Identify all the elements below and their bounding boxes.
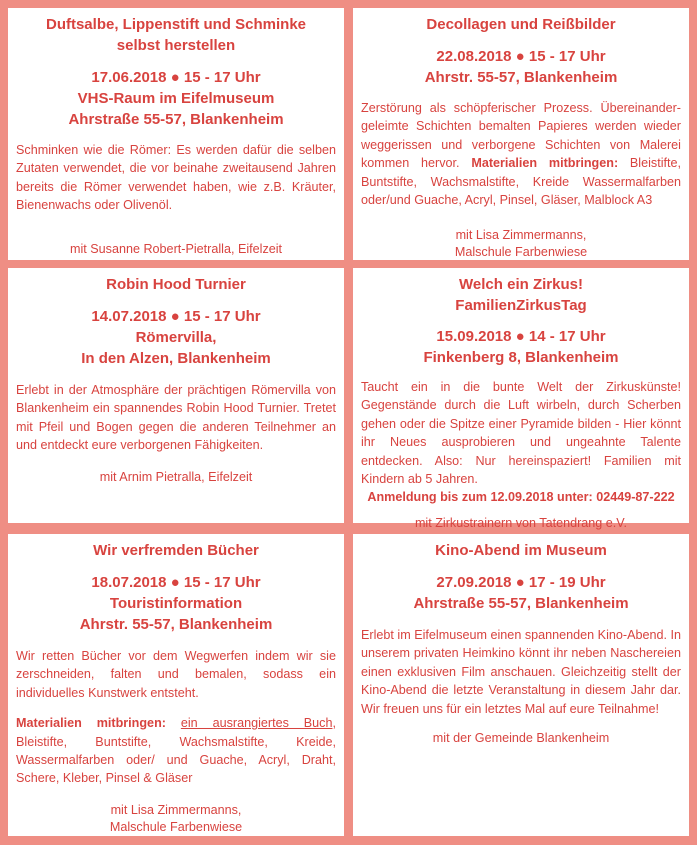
credit-line: mit der Gemeinde Blankenheim bbox=[432, 731, 610, 746]
event-meta bbox=[361, 572, 681, 614]
event-location: Touristinformation bbox=[109, 595, 243, 612]
event-credit bbox=[361, 730, 681, 747]
event-date-time: 18.07.2018 ● 15 - 17 Uhr bbox=[91, 574, 261, 591]
event-title-line: Wir verfremden Bücher bbox=[93, 542, 259, 559]
description-text: Erlebt in der Atmosphäre der prächtigen Römervilla von Blankenheim ein spannendes Robin Hood Turnier. Tretet mit Pfeil und Bogen gegen die anderen Teilnehmer an und entdeckt eure verborgenen Fähigkeiten. bbox=[16, 383, 336, 453]
event-description bbox=[361, 99, 681, 209]
event-title bbox=[361, 540, 681, 561]
description-text: Wir retten Bücher vor dem Wegwerfen indem wir sie zerschneiden, falten und bemalen, sodass ein individuelles Kunstwerk entsteht. bbox=[16, 649, 336, 700]
materials-label: Materialien mitbringen: bbox=[471, 156, 619, 171]
event-address: In den Alzen, Blankenheim bbox=[81, 350, 271, 367]
event-title-line: Kino-Abend im Museum bbox=[435, 542, 607, 559]
description-text: Schminken wie die Römer: Es werden dafür die selben Zutaten verwendet, die vor beinahe zweitausend Jahren bereits die Römer verwendet haben, wie z.B. Kräuter, Bienenwachs oder Olivenöl. bbox=[16, 143, 336, 213]
event-card-robin-hood bbox=[8, 268, 344, 523]
event-title-line: Robin Hood Turnier bbox=[106, 276, 246, 293]
event-credit bbox=[16, 802, 336, 836]
event-date-time: 17.06.2018 ● 15 - 17 Uhr bbox=[91, 69, 261, 86]
event-meta bbox=[16, 572, 336, 635]
credit-line: mit Lisa Zimmermanns, bbox=[455, 228, 587, 243]
event-title bbox=[16, 540, 336, 561]
event-card-buecher bbox=[8, 534, 344, 836]
event-materials bbox=[16, 714, 336, 788]
credit-line: mit Arnim Pietralla, Eifelzeit bbox=[99, 469, 253, 484]
event-title-line: selbst herstellen bbox=[116, 37, 236, 54]
event-card-decollagen bbox=[353, 8, 689, 260]
event-title-line: Welch ein Zirkus! bbox=[459, 276, 583, 293]
event-registration: Anmeldung bis zum 12.09.2018 unter: 02449-87-222 bbox=[367, 490, 675, 505]
event-title bbox=[361, 274, 681, 316]
event-description bbox=[16, 647, 336, 702]
event-address: Ahrstraße 55-57, Blankenheim bbox=[413, 595, 629, 612]
description-text: Erlebt im Eifelmuseum einen spannenden Kino-Abend. In unserem privaten Heimkino könnt ihr neben Naschereien einen exklusiven Film anschauen. Gleichzeitig stellt der Kino-Abend die letzte Veranstaltung in diesem Jahr dar. Wir freuen uns für ein letztes Mal auf eure Teilnahme! bbox=[361, 628, 681, 716]
event-description bbox=[361, 626, 681, 718]
event-meta bbox=[16, 306, 336, 369]
event-date-time: 15.09.2018 ● 14 - 17 Uhr bbox=[436, 328, 606, 345]
event-title bbox=[16, 14, 336, 56]
event-meta bbox=[361, 46, 681, 88]
event-description bbox=[16, 381, 336, 455]
event-location: Römervilla, bbox=[135, 329, 217, 346]
credit-line: mit Lisa Zimmermanns, bbox=[110, 802, 242, 817]
description-text: Zerstörung als schöpferischer Prozess. Übereinander-geleimte Schichten bemalten Papieres werden wieder weggerissen und verborgene Schichten von Malerei kommen hervor. bbox=[361, 101, 681, 171]
event-card-kino bbox=[353, 534, 689, 836]
event-credit bbox=[16, 469, 336, 486]
materials-text: , Bleistifte, Buntstifte, Wachsmalstifte, Kreide, Wassermalfarben oder/ und Guache, Acryl, Draht, Schere, Kleber, Pinsel & Gläser bbox=[16, 716, 336, 786]
event-date-time: 22.08.2018 ● 15 - 17 Uhr bbox=[436, 48, 606, 65]
event-date-time: 27.09.2018 ● 17 - 19 Uhr bbox=[436, 574, 606, 591]
event-credit bbox=[361, 227, 681, 261]
credit-line: mit Zirkustrainern von Tatendrang e.V. bbox=[414, 515, 628, 530]
event-description bbox=[16, 141, 336, 215]
event-address: Ahrstr. 55-57, Blankenheim bbox=[79, 616, 273, 633]
event-date-time: 14.07.2018 ● 15 - 17 Uhr bbox=[91, 308, 261, 325]
credit-line: mit Susanne Robert-Pietralla, Eifelzeit bbox=[69, 241, 283, 256]
event-title bbox=[361, 14, 681, 35]
materials-underlined: ein ausrangiertes Buch bbox=[180, 716, 333, 731]
event-credit bbox=[361, 515, 681, 532]
event-address: Ahrstr. 55-57, Blankenheim bbox=[424, 69, 618, 86]
event-meta bbox=[16, 67, 336, 130]
event-meta bbox=[361, 326, 681, 368]
event-card-duftsalbe bbox=[8, 8, 344, 260]
event-title-line: FamilienZirkusTag bbox=[455, 297, 587, 314]
event-title bbox=[16, 274, 336, 295]
credit-line: Malschule Farbenwiese bbox=[454, 245, 588, 260]
event-address: Ahrstraße 55-57, Blankenheim bbox=[68, 111, 284, 128]
event-title-line: Duftsalbe, Lippenstift und Schminke bbox=[45, 16, 307, 33]
event-address: Finkenberg 8, Blankenheim bbox=[423, 349, 619, 366]
event-title-line: Decollagen und Reißbilder bbox=[426, 16, 616, 33]
event-card-zirkus bbox=[353, 268, 689, 530]
event-description bbox=[361, 378, 681, 507]
description-text: Taucht ein in die bunte Welt der Zirkuskünste! Gegenstände durch die Luft wirbeln, durch Scherben gehen oder die Spitze einer Pyramide bilden - Hier könnt ihr Neues ausprobieren und ungeahnte Talente entdecken. Also: Nur hereinspaziert! Familien mit Kindern ab 5 Jahren. bbox=[361, 380, 681, 487]
event-credit bbox=[16, 241, 336, 258]
materials-label: Materialien mitbringen: bbox=[16, 716, 166, 731]
materials-text: Bleistifte, Buntstifte, Wachsmalstifte, Kreide Wassermalfarben oder/und Guache, Acryl, Pinsel, Gläser, Malblock A3 bbox=[361, 156, 682, 208]
event-location: VHS-Raum im Eifelmuseum bbox=[77, 90, 275, 107]
credit-line: Malschule Farbenwiese bbox=[109, 819, 243, 834]
